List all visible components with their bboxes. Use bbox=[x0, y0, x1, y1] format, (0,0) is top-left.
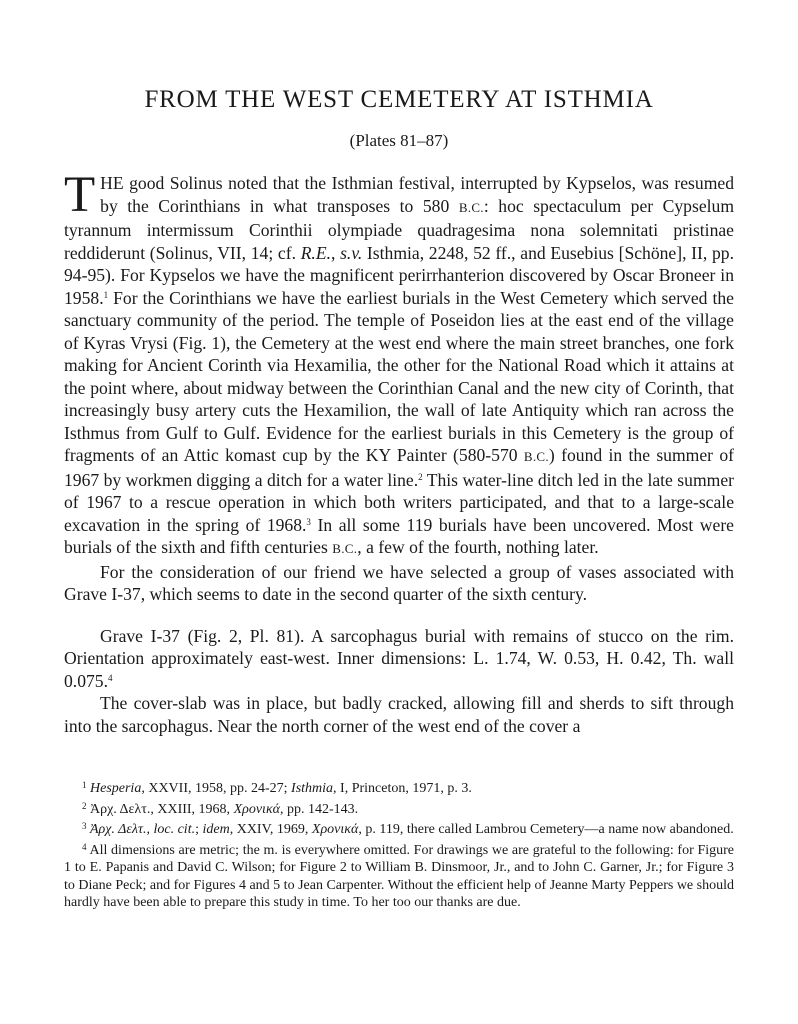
footnote-2 bbox=[64, 798, 734, 819]
text-run: All dimensions are metric; the m. is everywhere omitted. For drawings we are grateful to the following: for Figure 1 to E. Papanis and David C. Wilson; for Figure 2 to William B. Dinsmoor, Jr., and to John C. Garner, Jr.; for Figure 3 to Diane Peck; and for Figures 4 and 5 to Jean Carpenter. Without the efficient help of Jeanne Marty Peppers we should hardly have been able to prepare this study in time. To her too our thanks are due. bbox=[64, 842, 735, 910]
text-run: Ἀρχ. Δελτ. bbox=[90, 801, 151, 817]
footnote-1 bbox=[64, 777, 734, 798]
footnote-ref-4[interactable]: 4 bbox=[107, 672, 113, 683]
footnote-number: 1 bbox=[82, 780, 87, 790]
text-run: ; bbox=[195, 822, 203, 837]
footnote-number: 2 bbox=[82, 800, 87, 811]
era-abbrev: B.C. bbox=[458, 199, 484, 215]
text-run: In all some 119 burials have been uncovered. Most were burials of the sixth and fifth centuries bbox=[64, 514, 734, 557]
article-title: FROM THE WEST CEMETERY AT ISTHMIA bbox=[144, 86, 654, 113]
text-run: , XXVII, 1958, pp. 24-27; bbox=[141, 781, 292, 796]
citation-italic: idem bbox=[202, 822, 230, 837]
footnotes bbox=[64, 777, 734, 912]
text-run: , a few of the fourth, nothing later. bbox=[357, 537, 599, 557]
text-run: , p. 119, there called Lambrou Cemetery—a name now abandoned. bbox=[358, 822, 734, 837]
text-run: , XXIII, 1968, bbox=[150, 801, 234, 817]
footnote-ref-2[interactable]: 2 bbox=[418, 471, 423, 482]
text-run: , XXIV, 1969, bbox=[229, 822, 312, 837]
article-body bbox=[64, 167, 735, 737]
paragraph-2: For the consideration of our friend we have selected a group of vases associated with Grave I-37, which seems to date in the second quarter of the sixth century. bbox=[64, 561, 734, 604]
text-run: , I, Princeton, 1971, p. 3. bbox=[333, 781, 472, 796]
citation-italic: Ἀρχ. Δελτ., loc. cit. bbox=[90, 822, 196, 837]
footnote-ref-3[interactable]: 3 bbox=[306, 516, 311, 527]
era-abbrev: B.C. bbox=[332, 541, 358, 556]
plates-reference: (Plates 81–87) bbox=[349, 131, 449, 150]
footnote-number: 3 bbox=[82, 821, 87, 831]
text-run: : hoc spectaculum per Cypselum tyrannum intermissum Corinthii olympiade quadragesima nona solemnitati pristinae reddiderunt (Solinus, VII, 14; cf. bbox=[64, 195, 735, 263]
text-run: , pp. 142-143. bbox=[280, 801, 359, 817]
text-run: For the Corinthians we have the earliest burials in the West Cemetery which served the sanctuary community of the period. The temple of Poseidon lies at the east end of the village of Kyras Vrysi (Fig. 1), the Cemetery at the west end where the main street branches, one fork making for Ancient Corinth via Hexamilia, the other for the National Road which it attains at the point where, about midway between the Corinthian Canal and the new city of Corinth, that increasingly busy artery cuts the Hexamilion, the wall of late Antiquity which ran across the Isthmus from Gulf to Gulf. Evidence for the earliest burials in this Cemetery is the group of fragments of an Attic komast cup by the KY Painter (580-570 bbox=[64, 287, 734, 465]
text-run: , bbox=[330, 242, 341, 263]
citation-italic: Isthmia bbox=[291, 781, 334, 796]
era-abbrev: B.C. bbox=[523, 449, 549, 464]
citation-italic: Hesperia bbox=[90, 781, 142, 796]
footnote-3 bbox=[64, 818, 734, 839]
paragraph-grave-entry bbox=[64, 625, 734, 693]
text-run: Isthmia, 2248, 52 ff., and Eusebius [Schöne], II, pp. 94-95). For Kypselos we have the magnificent perirrhanterion discovered by Oscar Broneer in 1958. bbox=[64, 242, 734, 308]
text-run: Grave I-37 (Fig. 2, Pl. 81). A sarcophagus burial with remains of stucco on the rim. Orientation approximately east-west. Inner dimensions: L. 1.74, W. 0.53, H. 0.42, Th. wall 0.075. bbox=[64, 625, 734, 691]
footnote-ref-1[interactable]: 1 bbox=[103, 289, 109, 300]
citation-italic: Χρονικά bbox=[311, 822, 359, 837]
text-run: HE good Solinus noted that the Isthmian festival, interrupted by Kypselos, was resumed by the Corinthians in what transposes to 580 bbox=[100, 173, 734, 216]
citation-italic: s.v. bbox=[340, 242, 363, 263]
drop-cap: T bbox=[64, 167, 96, 223]
text-run: This water-line ditch led in the late summer of 1967 to a rescue operation in which both writers participated, and that to a large-scale excavation in the spring of 1968. bbox=[64, 469, 734, 535]
paragraph-4: The cover-slab was in place, but badly cracked, allowing fill and sherds to sift through into the sarcophagus. Near the north corner of the west end of the cover a bbox=[64, 693, 734, 736]
paragraph-1 bbox=[64, 167, 735, 561]
footnote-4 bbox=[64, 839, 734, 912]
citation-italic: Χρονικά bbox=[233, 801, 281, 817]
footnote-number: 4 bbox=[82, 841, 87, 852]
text-run: ) found in the summer of 1967 by workmen digging a ditch for a water line. bbox=[64, 445, 734, 490]
citation-italic: R.E. bbox=[300, 242, 331, 263]
